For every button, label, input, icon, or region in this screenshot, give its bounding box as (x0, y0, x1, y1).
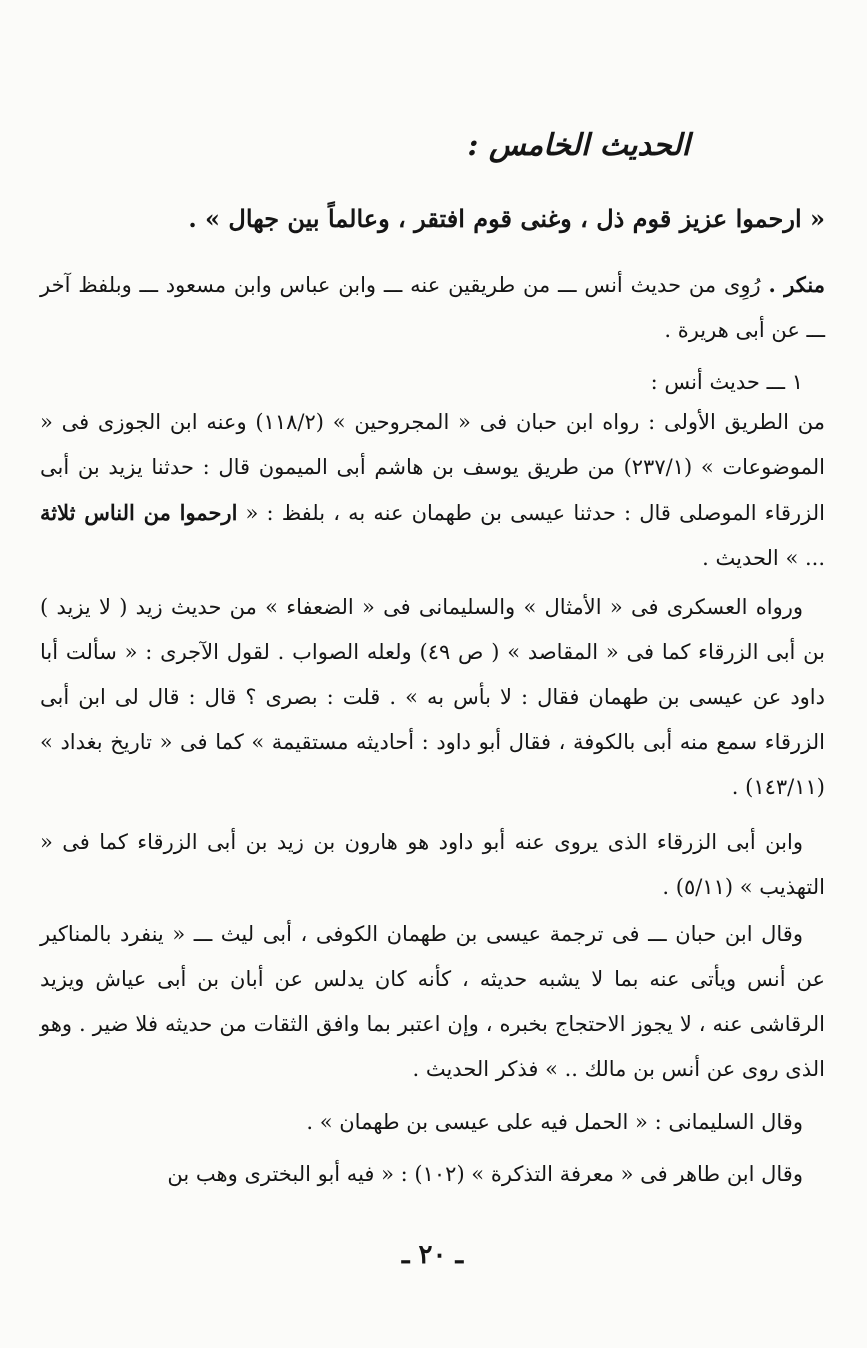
paragraph-ibn-tahir (40, 1152, 825, 1197)
sulaimani-text: وقال السليمانى : « الحمل فيه على عيسى بن طهمان » . (306, 1110, 803, 1134)
paragraph-ibn-abi-zarqa (40, 820, 825, 910)
monkar-text: رُوِى من حديث أنس ـــ من طريقين عنه ـــ وابن عباس وابن مسعود ـــ وبلفظ آخر ـــ عن أبى هريرة . (40, 273, 825, 342)
tahir-text: وقال ابن طاهر فى « معرفة التذكرة » (١٠٢) : « فيه أبو البخترى وهب بن (167, 1162, 803, 1186)
monkar-label: منكر . (768, 272, 825, 297)
hibban-text: وقال ابن حبان ـــ فى ترجمة عيسى بن طهمان الكوفى ، أبى ليث ـــ « ينفرد بالمناكير عن أنس ويأتى عنه بما لا يشبه حديثه ، كأنه كان يدلس عن أبان بن أبى عياش ويزيد الرقاشى عنه ، لا يجوز الاحتجاج بخبره ، وإن اعتبر بما وافق الثقات من حديثه فلا ضير . وهو الذى روى عن أنس بن مالك .. » فذكر الحديث . (40, 922, 825, 1081)
paragraph-sulaimani (40, 1100, 825, 1145)
paragraph-ibn-hibban (40, 912, 825, 1092)
tariq-text-1: من الطريق الأولى : رواه ابن حبان فى « المجروحين » (١١٨/٢) وعنه ابن الجوزى فى « الموضوعات » (٢٣٧/١) من طريق يوسف بن هاشم أبى الميمون قال : حدثنا يزيد بن أبى الزرقاء الموصلى قال : حدثنا عيسى بن طهمان عنه به ، بلفظ : « (40, 410, 826, 525)
ibnabi-text: وابن أبى الزرقاء الذى يروى عنه أبو داود هو هارون بن زيد بن أبى الزرقاء كما فى « التهذيب » (٥/١١) . (40, 830, 825, 899)
paragraph-first-route (40, 400, 825, 581)
tariq-bold-phrase: ارحموا من الناس ثلاثة (40, 500, 238, 525)
section-heading: الحديث الخامس : (467, 128, 690, 163)
hadith-quote: « ارحموا عزيز قوم ذل ، وغنى قوم افتقر ، وعالماً بين جهال » . (188, 204, 825, 233)
paragraph-askari (40, 585, 825, 810)
paragraph-monkar (40, 262, 825, 353)
tariq-text-2: ... » الحديث . (702, 546, 825, 570)
anas-title-text: ١ ـــ حديث أنس : (650, 370, 803, 394)
book-page (40, 0, 825, 1348)
subheading-anas (40, 360, 825, 405)
askari-text: ورواه العسكرى فى « الأمثال » والسليمانى فى « الضعفاء » من حديث زيد ( لا يزيد ) بن أبى الزرقاء كما فى « المقاصد » ( ص ٤٩) ولعله الصواب . لقول الآجرى : « سألت أبا داود عن عيسى بن طهمان فقال : لا بأس به » . قلت : بصرى ؟ قال : قال لى ابن أبى الزرقاء سمع منه أبى بالكوفة ، فقال أبو داود : أحاديثه مستقيمة » كما فى « تاريخ بغداد » (١٤٣/١١) . (40, 595, 825, 799)
page-number: ـ ٢٠ ـ (401, 1240, 464, 1270)
